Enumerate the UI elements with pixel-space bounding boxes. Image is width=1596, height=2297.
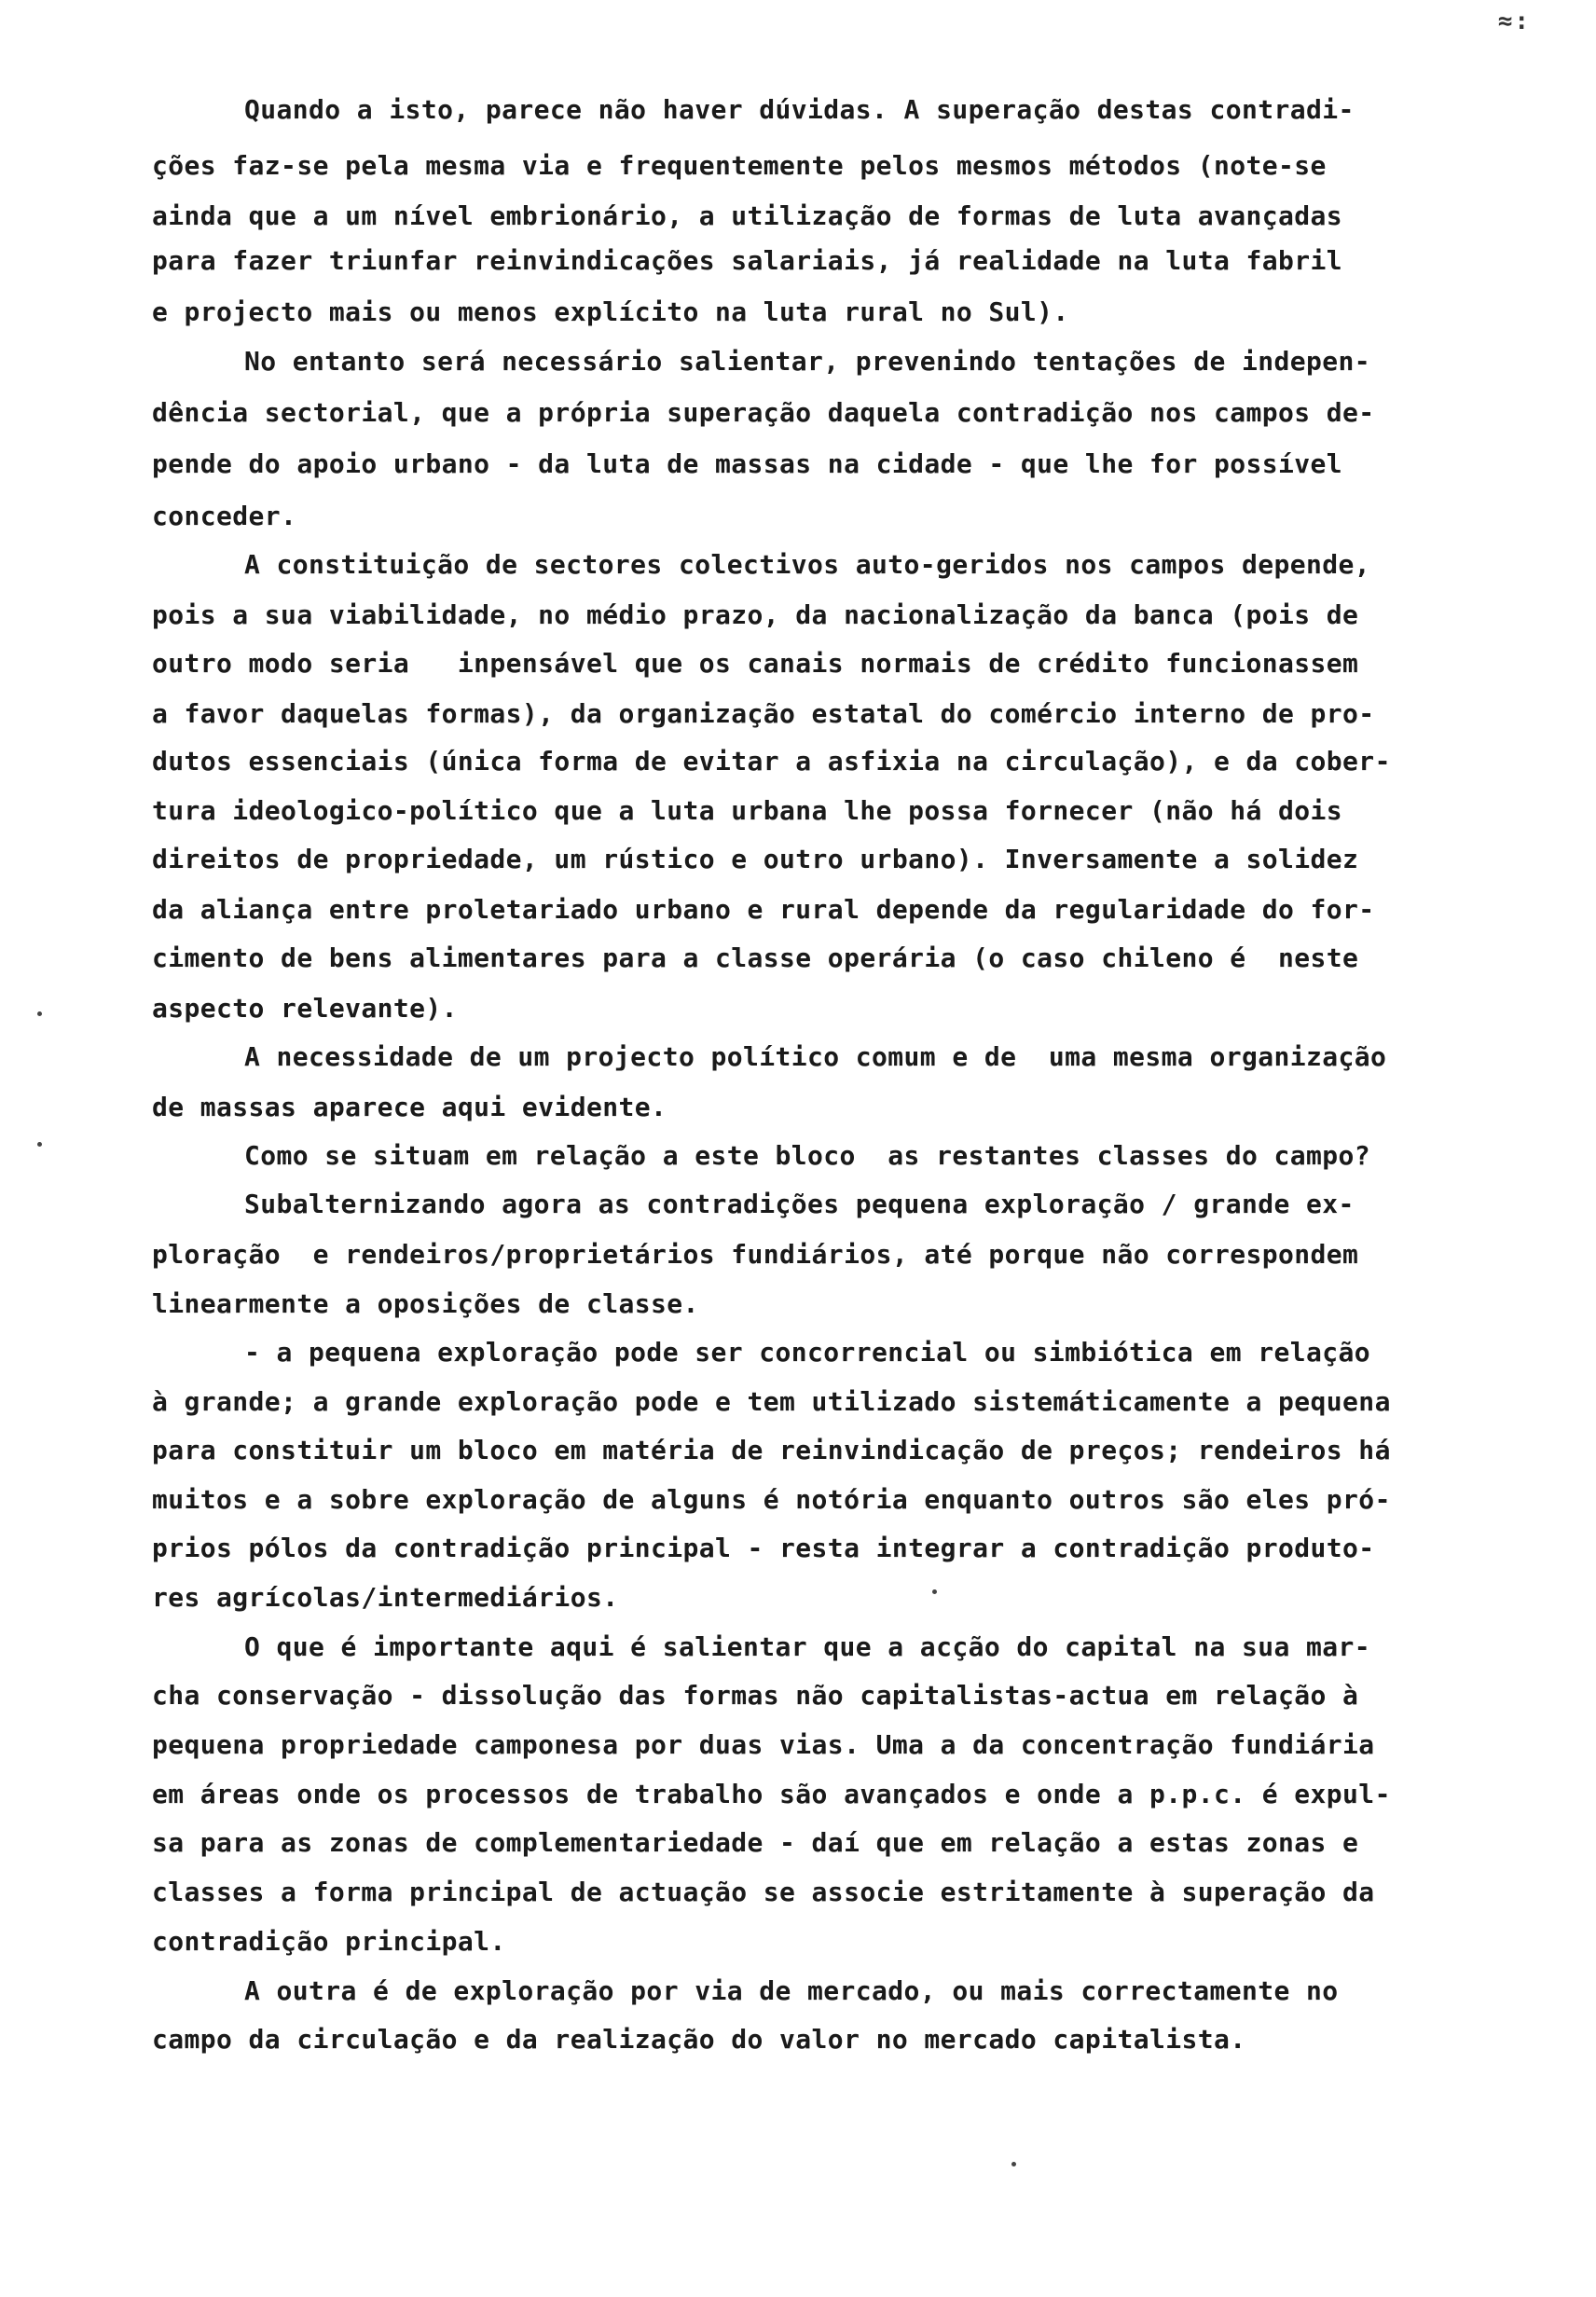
text-line: sa para as zonas de complementariedade - daí que em relação a estas zonas e [152, 1827, 1359, 1858]
text-line: outro modo seria inpensável que os canais normais de crédito funcionassem [152, 648, 1359, 679]
text-line: classes a forma principal de actuação se associe estritamente à superação da [152, 1877, 1375, 1907]
text-line: contradição principal. [152, 1926, 506, 1957]
text-line: pois a sua viabilidade, no médio prazo, da nacionalização da banca (pois de [152, 599, 1359, 630]
text-line: a favor daquelas formas), da organização estatal do comércio interno de pro- [152, 698, 1375, 729]
text-line: ainda que a um nível embrionário, a utilização de formas de luta avançadas [152, 200, 1343, 231]
text-line: dutos essenciais (única forma de evitar a asfixia na circulação), e da cober- [152, 746, 1391, 777]
text-line: cimento de bens alimentares para a classe operária (o caso chileno é neste [152, 942, 1359, 973]
scan-speck [37, 1011, 42, 1016]
scan-speck [932, 1589, 937, 1594]
text-line: A outra é de exploração por via de mercado, ou mais correctamente no [244, 1975, 1339, 2006]
text-line: à grande; a grande exploração pode e tem utilizado sistemáticamente a pequena [152, 1386, 1391, 1417]
text-line: ploração e rendeiros/proprietários fundiários, até porque não correspondem [152, 1239, 1359, 1270]
text-line: res agrícolas/intermediários. [152, 1582, 619, 1613]
text-line: em áreas onde os processos de trabalho são avançados e onde a p.p.c. é expul- [152, 1779, 1391, 1809]
scan-speck [1011, 2162, 1016, 2166]
text-line: aspecto relevante). [152, 993, 458, 1024]
text-line: No entanto será necessário salientar, prevenindo tentações de indepen- [244, 346, 1371, 377]
text-line: cha conservação - dissolução das formas não capitalistas-actua em relação à [152, 1680, 1359, 1711]
text-line: de massas aparece aqui evidente. [152, 1092, 667, 1122]
text-line: pequena propriedade camponesa por duas vias. Uma a da concentração fundiária [152, 1729, 1375, 1760]
text-line: Subalternizando agora as contradições pequena exploração / grande ex- [244, 1189, 1355, 1219]
text-line: ções faz-se pela mesma via e frequentemente pelos mesmos métodos (note-se [152, 150, 1327, 181]
text-line: A constituição de sectores colectivos auto-geridos nos campos depende, [244, 549, 1371, 580]
text-line: pende do apoio urbano - da luta de massas na cidade - que lhe for possível [152, 448, 1343, 479]
text-line: linearmente a oposições de classe. [152, 1288, 699, 1319]
text-line: Quando a isto, parece não haver dúvidas. A superação destas contradi- [244, 94, 1355, 125]
text-line: conceder. [152, 501, 297, 531]
text-line: Como se situam em relação a este bloco as restantes classes do campo? [244, 1140, 1371, 1171]
text-line: O que é importante aqui é salientar que a acção do capital na sua mar- [244, 1631, 1371, 1662]
text-line: A necessidade de um projecto político comum e de uma mesma organização [244, 1041, 1387, 1072]
text-line: prios pólos da contradição principal - resta integrar a contradição produto- [152, 1533, 1375, 1563]
scan-speck [37, 1142, 42, 1147]
text-line: direitos de propriedade, um rústico e outro urbano). Inversamente a solidez [152, 844, 1359, 874]
text-line: muitos e a sobre exploração de alguns é notória enquanto outros são eles pró- [152, 1484, 1391, 1515]
page-corner-mark: ≈: [1497, 7, 1531, 35]
text-line: para constituir um bloco em matéria de reinvindicação de preços; rendeiros há [152, 1435, 1391, 1465]
text-line: para fazer triunfar reinvindicações salariais, já realidade na luta fabril [152, 245, 1343, 276]
text-line: tura ideologico-político que a luta urbana lhe possa fornecer (não há dois [152, 795, 1343, 826]
text-line: campo da circulação e da realização do valor no mercado capitalista. [152, 2024, 1246, 2055]
text-line: e projecto mais ou menos explícito na luta rural no Sul). [152, 296, 1069, 327]
text-line: da aliança entre proletariado urbano e rural depende da regularidade do for- [152, 894, 1375, 925]
text-line: dência sectorial, que a própria superação daquela contradição nos campos de- [152, 397, 1375, 428]
text-line: - a pequena exploração pode ser concorrencial ou simbiótica em relação [244, 1337, 1371, 1368]
